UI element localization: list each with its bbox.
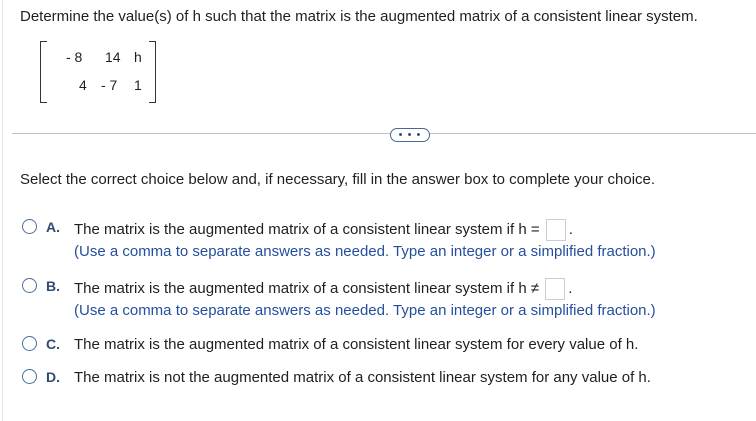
matrix-cell-r1c3: h: [134, 49, 142, 65]
choice-c-radio[interactable]: [22, 336, 37, 351]
choice-a-hint: (Use a comma to separate answers as needed. Type an integer or a simplified fraction.): [74, 243, 656, 260]
choice-a-text-row: [74, 219, 573, 241]
matrix-right-bracket: [149, 41, 156, 103]
section-divider: [12, 133, 756, 134]
instruction-text: Select the correct choice below and, if necessary, fill in the answer box to complete your choice.: [20, 171, 656, 188]
choice-c-letter: C.: [46, 336, 60, 352]
choice-b-period: .: [568, 279, 573, 297]
matrix-cell-r1c2: 14: [105, 49, 121, 65]
left-border: [2, 0, 3, 421]
choice-d-radio[interactable]: [22, 369, 37, 384]
matrix-cell-r2c2: - 7: [101, 77, 118, 93]
choice-b-text-row: [74, 278, 572, 300]
choice-d-text: The matrix is not the augmented matrix of a consistent linear system for any value of h.: [74, 369, 651, 386]
choice-b-radio[interactable]: [22, 278, 37, 293]
choice-d-letter: D.: [46, 369, 60, 385]
matrix-cell-r2c1: 4: [79, 77, 87, 93]
choice-a-period: .: [568, 220, 573, 238]
matrix-cell-r1c1: - 8: [66, 49, 83, 65]
choice-b-answer-box[interactable]: [545, 278, 565, 300]
augmented-matrix: [40, 41, 156, 103]
choice-a-text: The matrix is the augmented matrix of a consistent linear system if h =: [74, 220, 540, 238]
choice-b-letter: B.: [46, 278, 60, 294]
choice-b-text: The matrix is the augmented matrix of a consistent linear system if h ≠: [74, 279, 540, 297]
choice-b-hint: (Use a comma to separate answers as needed. Type an integer or a simplified fraction.): [74, 302, 656, 319]
matrix-left-bracket: [40, 41, 47, 103]
expand-more-button[interactable]: • • •: [390, 128, 430, 142]
choice-a-letter: A.: [46, 219, 60, 235]
choice-a-radio[interactable]: [22, 219, 37, 234]
choice-c-text: The matrix is the augmented matrix of a consistent linear system for every value of h.: [74, 336, 639, 353]
matrix-cell-r2c3: 1: [134, 77, 142, 93]
choice-a-answer-box[interactable]: [546, 219, 566, 241]
question-text: Determine the value(s) of h such that the matrix is the augmented matrix of a consistent linear system.: [20, 8, 698, 25]
